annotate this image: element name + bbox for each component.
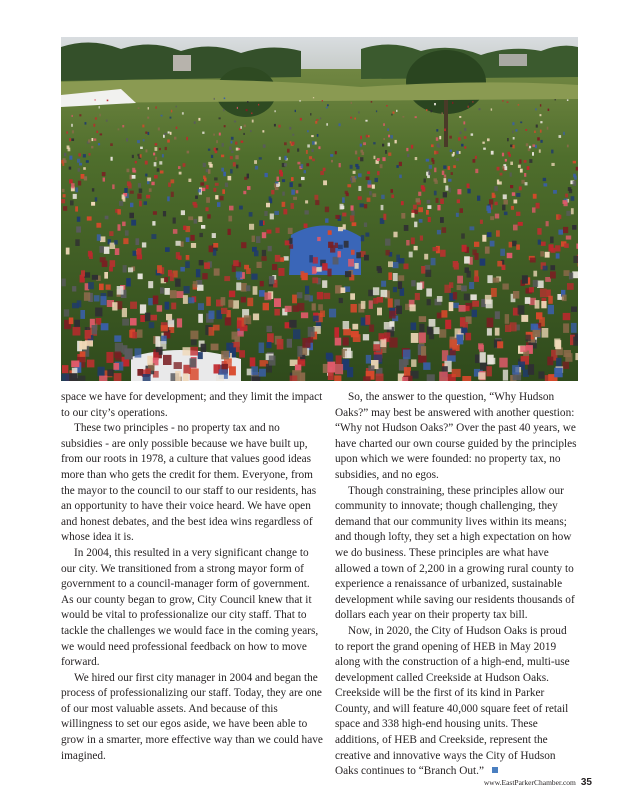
paragraph: Though constraining, these principles allow our community to innovate; though challenging, they demand that our community lives within its means; and though lofty, they set a high expectation on how we do business. These principles are what have allowed a town of 2,200 in a growing rural county to experience a renaissance of urbanized, sustainable development while saving our residents thousands of dollars each year on their property tax bill. [335, 484, 575, 622]
paragraph: These two principles - no property tax and no subsidies - are only possible because we have built up, from our roots in 1978, a culture that values good ideas more than who gets the credit for them. Everyone, from the mayor to the council to our staff to our residents, has an opportunity to have their voice heard. We have open and honest debates, and the best idea wins regardless of whose idea it is. [61, 422, 317, 544]
paragraph: We hired our first city manager in 2004 and began the process of professionalizing our staff. Today, they are one of our most valuable assets. And because of this willingness to set our egos aside, we have been able to grow in a smarter, more effective way than we could have imagined. [61, 671, 323, 762]
page-footer [484, 777, 592, 789]
crowd-photo [61, 37, 578, 381]
paragraph: In 2004, this resulted in a very significant change to our city. We transitioned from a strong mayor form of government to a council-manager form of government. As our county began to grow, City Council knew that it would be vital to professionalize our city staff. That to tackle the challenges we would face in the coming years, we would need professional feedback on how to move forward. [61, 546, 319, 669]
footer-url: www.EastParkerChamber.com [483, 778, 576, 787]
paragraph-text: Now, in 2020, the City of Hudson Oaks is proud to report the grand opening of HEB in May 2019 along with the construction of a high-end, multi-use development called Creekside at Hudson Oaks. Creekside will be the first of its kind in Parker County, and will feature 40,000 square feet of retail space and 338 high-end housing units. These additions, of HEB and Creekside, represent the creative and innovative ways the City of Hudson Oaks continues to “Branch Out.” [335, 624, 570, 778]
article-right-column [335, 390, 578, 780]
paragraph: So, the answer to the question, “Why Hudson Oaks?” may best be answered with another question: “Why not Hudson Oaks?” Over the past 40 years, we have charted our own course guided by the principles upon which we were founded: no property tax, no subsidies, and no egos. [335, 391, 577, 481]
page-number: 35 [580, 777, 592, 788]
article-left-column [61, 390, 323, 764]
paragraph: space we have for development; and they limit the impact to our city’s operations. [61, 391, 323, 419]
end-of-article-square-icon [492, 767, 498, 773]
paragraph-final [335, 624, 578, 780]
